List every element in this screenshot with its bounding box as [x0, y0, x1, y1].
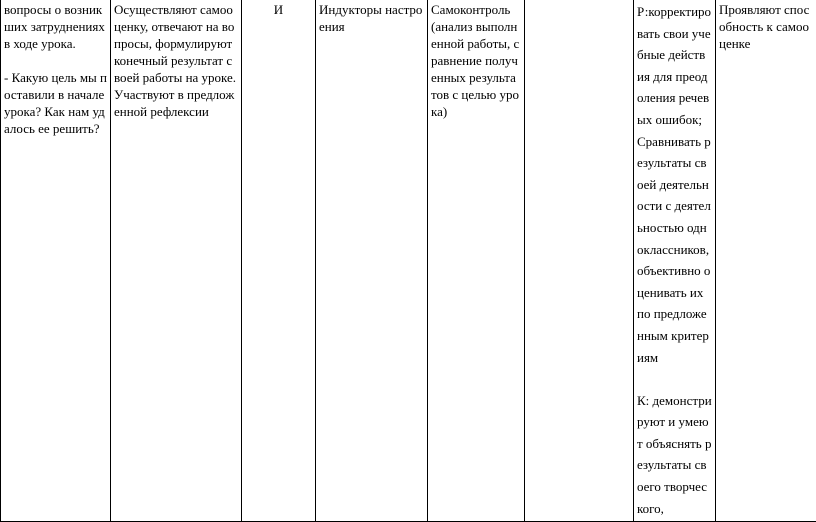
table-row — [1, 0, 816, 522]
empty-cell — [525, 0, 634, 522]
resources-cell — [316, 0, 428, 522]
work-form-cell — [242, 0, 316, 522]
personal-results-cell — [716, 0, 816, 522]
work-form-text: И — [245, 1, 312, 18]
control-cell — [428, 0, 525, 522]
student-activity-text: Осуществляют самооценку, отвечают на вопросы, формулируют конечный результат своей работы на уроке. Участвуют в предложенной рефлексии — [114, 1, 238, 120]
personal-results-text: Проявляют способность к самооценке — [719, 1, 813, 52]
teacher-questions-text: вопросы о возникших затруднениях в ходе урока. - Какую цель мы поставили в начале урока? Как нам удалось ее решить? — [4, 1, 107, 137]
resources-text: Индукторы настроения — [319, 1, 424, 35]
metasubject-results-cell — [634, 0, 716, 522]
teacher-activity-cell — [1, 0, 111, 522]
student-activity-cell — [111, 0, 242, 522]
control-text: Самоконтроль (анализ выполненной работы, сравнение полученных результатов с целью урока) — [431, 1, 521, 120]
metasubject-results-text: Р:корректировать свои учебные действия для преодоления речевых ошибок; Сравнивать результаты своей деятельности с деятельностью одноклассников, объективно оценивать их по предложенным критериям К: демонстрируют и умеют объяснять результаты своего творческого, — [637, 1, 712, 519]
